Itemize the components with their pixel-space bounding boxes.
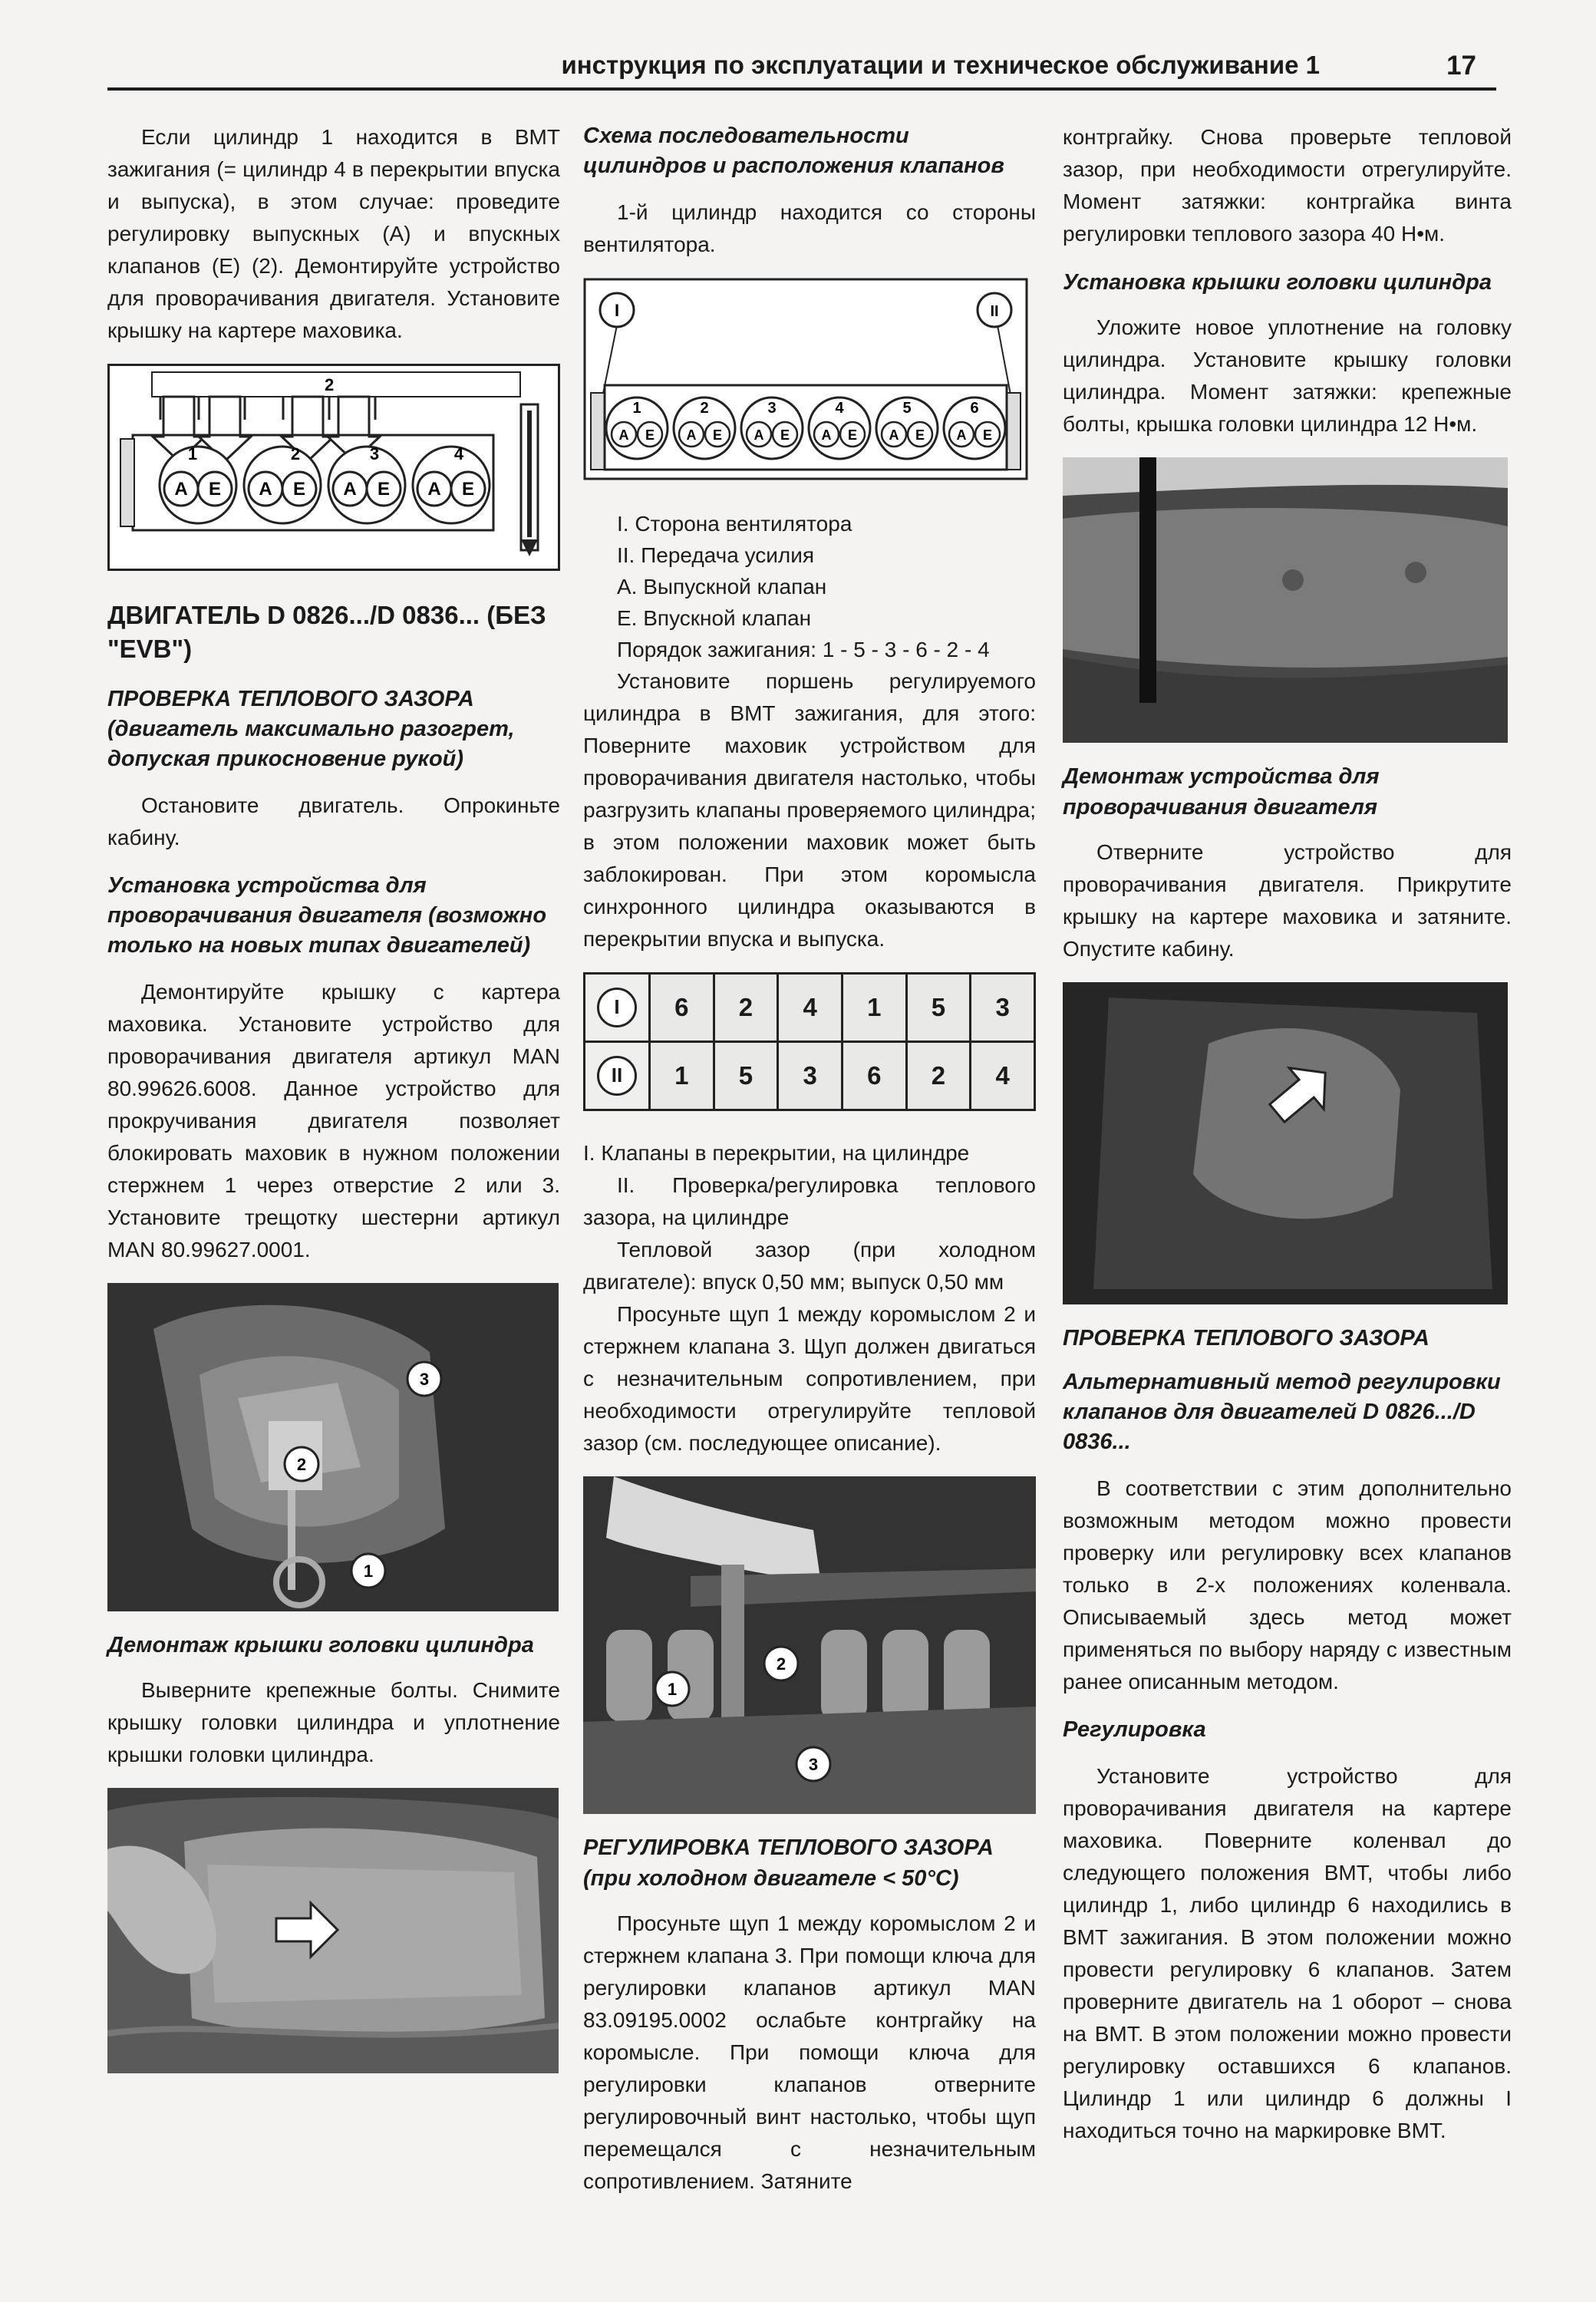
subheading-install-cover: Установка крышки головки цилиндра xyxy=(1063,270,1492,295)
heading-adjust-clearance: РЕГУЛИРОВКА ТЕПЛОВОГО ЗАЗОРА (при холодном двигателе < 50°С) xyxy=(583,1835,994,1891)
photo-cylinder-head-cover xyxy=(107,1788,559,2073)
svg-text:E: E xyxy=(982,427,993,443)
table-cell: 1 xyxy=(842,974,906,1042)
subheading-install-device: Установка устройства для проворачивания двигателя (возможно только на новых типах двигателей) xyxy=(107,873,547,958)
legend-line: Порядок зажигания: 1 - 5 - 3 - 6 - 2 - 4 xyxy=(617,638,990,661)
column-1 xyxy=(107,121,560,2092)
svg-text:3: 3 xyxy=(369,444,380,463)
paragraph: Отверните устройство для проворачивания двигателя. Прикрутите крышку на картере маховика и затяните. Опустите кабину. xyxy=(1063,840,1512,961)
cylinder-1 xyxy=(160,444,236,523)
svg-text:E: E xyxy=(461,479,475,500)
paragraph: 1-й цилиндр находится со стороны вентилятора. xyxy=(583,200,1036,256)
paragraph: В соответствии с этим дополнительно возможным методом можно провести проверку или регулировку всех клапанов только в 2-х положениях коленвала. Описываемый здесь метод может применяться по выбору наряду с известным ранее описанным методом. xyxy=(1063,1476,1512,1694)
svg-text:2: 2 xyxy=(776,1654,786,1674)
header-title: инструкция по эксплуатации и техническое обслуживание 1 xyxy=(561,51,1320,79)
row-head-i: I xyxy=(585,974,650,1042)
cylinder-3 xyxy=(328,444,405,523)
subheading-scheme: Схема последовательности цилиндров и расположения клапанов xyxy=(583,124,1004,178)
cylinder-6 xyxy=(944,397,1005,459)
header-rule xyxy=(107,87,1496,91)
svg-text:E: E xyxy=(292,479,306,500)
column-2 xyxy=(583,121,1036,2215)
svg-text:A: A xyxy=(618,427,629,443)
svg-text:2: 2 xyxy=(296,1455,307,1474)
svg-text:3: 3 xyxy=(419,1370,430,1389)
table-cell: 1 xyxy=(650,1042,714,1110)
cylinder-2 xyxy=(674,397,735,459)
svg-text:1: 1 xyxy=(632,400,641,417)
table-row xyxy=(585,1042,1035,1110)
svg-text:2: 2 xyxy=(290,444,301,463)
svg-text:4: 4 xyxy=(835,400,844,417)
callout-1 xyxy=(655,1672,689,1706)
table-cell: 5 xyxy=(906,974,971,1042)
table-cell: 2 xyxy=(714,974,778,1042)
svg-text:3: 3 xyxy=(808,1755,819,1774)
svg-text:A: A xyxy=(343,479,357,500)
four-cylinder-diagram xyxy=(107,364,560,571)
callout-2 xyxy=(285,1447,318,1481)
svg-text:A: A xyxy=(174,479,188,500)
row-head-ii: II xyxy=(585,1042,650,1110)
svg-text:E: E xyxy=(645,427,655,443)
roman-i-marker xyxy=(600,293,634,327)
subheading-alt-method: Альтернативный метод регулировки клапанов для двигателей D 0826.../D 0836... xyxy=(1063,1370,1501,1454)
callout-3 xyxy=(407,1362,441,1396)
svg-text:E: E xyxy=(780,427,790,443)
paragraph: Просуньте щуп 1 между коромыслом 2 и стержнем клапана 3. Щуп должен двигаться с незначительным сопротивлением, при необходимости отрегулируйте тепловой зазор (см. последующее описание). xyxy=(583,1302,1036,1455)
diagram-label-2: 2 xyxy=(325,375,335,394)
cylinder-3 xyxy=(741,397,803,459)
paragraph: II. Проверка/регулировка теплового зазора, на цилиндре xyxy=(583,1173,1036,1229)
svg-text:1: 1 xyxy=(667,1680,678,1699)
photo-torque-cover xyxy=(1063,457,1508,743)
cylinder-4 xyxy=(809,397,870,459)
svg-text:A: A xyxy=(686,427,697,443)
svg-text:E: E xyxy=(377,479,391,500)
photo-flywheel-device xyxy=(107,1283,559,1611)
paragraph: I. Клапаны в перекрытии, на цилиндре xyxy=(583,1141,970,1165)
table-cell: 2 xyxy=(906,1042,971,1110)
cylinder-1 xyxy=(606,397,668,459)
cylinder-4 xyxy=(413,444,490,523)
roman-ii-marker xyxy=(978,293,1011,327)
paragraph: Установите поршень регулируемого цилиндра в ВМТ зажигания, для этого: Поверните маховик устройством для проворачивания двигателя настолько, чтобы разгрузить клапаны проверяемого цилиндра; в этом положении маховик может быть заблокирован. При этом коромысла синхронного цилиндра оказываются в перекрытии впуска и выпуска. xyxy=(583,669,1036,951)
caption-remove-cover: Демонтаж крышки головки цилиндра xyxy=(107,1633,534,1657)
paragraph: Тепловой зазор (при холодном двигателе): впуск 0,50 мм; выпуск 0,50 мм xyxy=(583,1238,1036,1294)
paragraph: Демонтируйте крышку с картера маховика. Установите устройство для проворачивания двигателя артикул MAN 80.99626.6008. Данное устройство для прокручивания двигателя позволяет блокировать маховик в нужном положении стержнем 1 через отверстие 2 или 3. Установите трещотку шестерни артикул MAN 80.99627.0001. xyxy=(107,980,560,1261)
table-cell: 5 xyxy=(714,1042,778,1110)
svg-text:5: 5 xyxy=(902,400,912,417)
table-cell: 4 xyxy=(778,974,843,1042)
svg-text:1: 1 xyxy=(363,1562,374,1581)
legend-line: Е. Впускной клапан xyxy=(617,606,812,630)
column-3 xyxy=(1063,121,1512,2164)
svg-text:A: A xyxy=(753,427,764,443)
svg-text:1: 1 xyxy=(187,444,198,463)
six-cylinder-diagram xyxy=(583,278,1028,480)
valve-order-table xyxy=(583,972,1036,1111)
page-number: 17 xyxy=(1446,51,1476,81)
subheading-regulation: Регулировка xyxy=(1063,1717,1206,1742)
svg-text:I: I xyxy=(614,301,620,320)
svg-text:6: 6 xyxy=(970,400,979,417)
legend-line: А. Выпускной клапан xyxy=(617,575,827,599)
svg-text:A: A xyxy=(821,427,832,443)
svg-text:E: E xyxy=(847,427,858,443)
photo-flywheel-cover xyxy=(1063,982,1508,1304)
table-cell: 4 xyxy=(971,1042,1035,1110)
paragraph: Уложите новое уплотнение на головку цилиндра. Установите крышку головки цилиндра. Момент затяжки: крепежные болты, крышка головки цилиндра 12 Н•м. xyxy=(1063,315,1512,436)
svg-text:E: E xyxy=(208,479,222,500)
callout-2 xyxy=(764,1647,798,1680)
svg-text:II: II xyxy=(990,303,999,320)
section-heading-engine: ДВИГАТЕЛЬ D 0826.../D 0836... (БЕЗ "EVB") xyxy=(107,601,546,663)
paragraph: Остановите двигатель. Опрокиньте кабину. xyxy=(107,793,560,849)
paragraph: Выверните крепежные болты. Снимите крышку головки цилиндра и уплотнение крышки головки цилиндра. xyxy=(107,1678,560,1766)
callout-1 xyxy=(351,1554,385,1588)
heading-check-clearance: ПРОВЕРКА ТЕПЛОВОГО ЗАЗОРА xyxy=(1063,1326,1429,1351)
svg-text:2: 2 xyxy=(700,400,709,417)
svg-text:A: A xyxy=(889,427,899,443)
svg-text:A: A xyxy=(427,479,441,500)
paragraph: Установите устройство для проворачивания двигателя на картере маховика. Поверните коленвал до следующего положения ВМТ, чтобы либо цилиндр 1, либо цилиндр 6 находились в ВМТ зажигания. В этом положении можно провести регулировку 6 клапанов. Затем проверните двигатель на 1 оборот – снова на ВМТ. В этом положении можно провести регулировку оставшихся 6 клапанов. Цилиндр 1 или цилиндр 6 должны I находиться точно на маркировке ВМТ. xyxy=(1063,1764,1512,2142)
table-cell: 6 xyxy=(842,1042,906,1110)
subheading-check: ПРОВЕРКА ТЕПЛОВОГО ЗАЗОРА (двигатель максимально разогрет, допуская прикосновение рукой) xyxy=(107,687,515,771)
photo-feeler-gauge xyxy=(583,1476,1036,1814)
legend-line: I. Сторона вентилятора xyxy=(617,512,852,536)
legend-line: II. Передача усилия xyxy=(617,543,815,567)
caption-remove-crank-device: Демонтаж устройства для проворачивания двигателя xyxy=(1063,764,1380,820)
table-cell: 3 xyxy=(971,974,1035,1042)
table-cell: 6 xyxy=(650,974,714,1042)
cylinder-5 xyxy=(876,397,938,459)
svg-text:E: E xyxy=(712,427,723,443)
svg-text:A: A xyxy=(956,427,967,443)
svg-text:E: E xyxy=(915,427,925,443)
paragraph: контргайку. Снова проверьте тепловой зазор, при необходимости отрегулируйте. Момент затяжки: контргайка винта регулировки теплового зазора 40 Н•м. xyxy=(1063,125,1512,246)
page-header xyxy=(107,48,1496,91)
svg-text:3: 3 xyxy=(767,400,777,417)
svg-text:A: A xyxy=(259,479,272,500)
callout-3 xyxy=(796,1747,830,1781)
table-row xyxy=(585,974,1035,1042)
paragraph: Если цилиндр 1 находится в ВМТ зажигания (= цилиндр 4 в перекрытии впуска и выпуска), в этом случае: проведите регулировку выпускных (А) и впускных клапанов (Е) (2). Демонтируйте устройство для проворачивания двигателя. Установите крышку на картере маховика. xyxy=(107,125,560,342)
table-cell: 3 xyxy=(778,1042,843,1110)
cylinder-2 xyxy=(244,444,321,523)
svg-text:4: 4 xyxy=(453,444,464,463)
paragraph: Просуньте щуп 1 между коромыслом 2 и стержнем клапана 3. При помощи ключа для регулировки клапанов артикул MAN 83.09195.0002 ослабьте контргайку на коромысле. При помощи ключа для регулировки клапанов отверните регулировочный винт настолько, чтобы щуп перемещался с незначительным сопротивлением. Затяните xyxy=(583,1911,1036,2193)
